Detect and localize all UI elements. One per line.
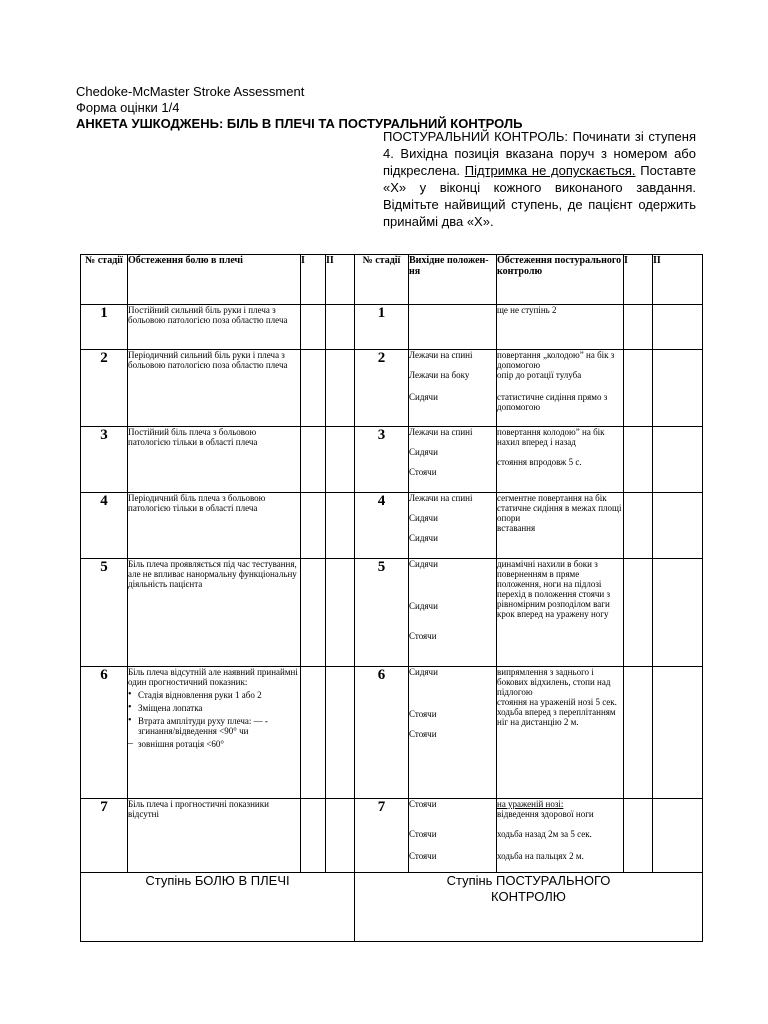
checkbox-cell[interactable]	[326, 350, 355, 427]
checkbox-cell[interactable]	[653, 427, 703, 493]
task-text: крок вперед на уражену ногу	[497, 609, 609, 619]
checkbox-cell[interactable]	[326, 305, 355, 350]
col-stage: № стадії	[81, 255, 128, 305]
task-text: опір до ротації тулуба	[497, 370, 582, 380]
start-position	[409, 427, 497, 493]
indicator-item	[128, 690, 300, 700]
position-text: Стоячи	[409, 729, 437, 739]
stage-number: 3	[81, 427, 128, 493]
position-text: Сидячи	[409, 601, 438, 611]
table-row	[81, 350, 703, 427]
task-text: ще не ступінь 2	[497, 305, 557, 315]
col-pain-exam: Обстеження болю в плечі	[128, 255, 301, 305]
checkbox-cell[interactable]	[624, 350, 653, 427]
pain-description: Постійний біль плеча з больовою патологією тільки в області плеча	[128, 427, 301, 493]
checkbox-cell[interactable]	[301, 350, 326, 427]
task-text: статичне сидіння в межах площі опори	[497, 503, 622, 523]
postural-task	[497, 427, 624, 493]
position-text: Стоячи	[409, 829, 437, 839]
pain-description: Біль плеча проявляється під час тестування, але не впливає нанормальну функціональну діяльність пацієнта	[128, 559, 301, 667]
instructions-text-1: ПОСТУРАЛЬНИЙ КОНТРОЛЬ: Починати зі ступеня 4. Вихідна позиція вказана поруч з номером або підкреслена.	[383, 129, 696, 178]
stage-number: 4	[355, 493, 409, 559]
position-text: Сидячи	[409, 559, 438, 569]
indicator-text: Стадія відновлення руки 1 або 2	[138, 690, 262, 700]
position-text: Сидячи	[409, 447, 438, 457]
stage-number: 4	[81, 493, 128, 559]
checkbox-cell[interactable]	[653, 799, 703, 873]
stage-number: 7	[81, 799, 128, 873]
col-i: І	[301, 255, 326, 305]
postural-task	[497, 305, 624, 350]
checkbox-cell[interactable]	[653, 350, 703, 427]
header-row	[81, 255, 703, 305]
table-row	[81, 305, 703, 350]
task-text: випрямлення з заднього і бокових відхилень, стопи над підлогою	[497, 667, 611, 697]
checkbox-cell[interactable]	[653, 559, 703, 667]
checkbox-cell[interactable]	[624, 667, 653, 799]
assessment-table	[80, 254, 703, 942]
task-text: повертання „колодою” на бік з допомогою	[497, 350, 615, 370]
start-position	[409, 799, 497, 873]
task-text: динамічні нахили в боки з поверненням в пряме положення, ноги на підлозі	[497, 559, 602, 589]
postural-instructions	[383, 128, 696, 230]
indicator-text: Зміщена лопатка	[138, 703, 203, 713]
task-text: вставання	[497, 523, 536, 533]
position-text: Стоячи	[409, 631, 437, 641]
checkbox-cell[interactable]	[624, 305, 653, 350]
task-text: стояння впродовж 5 с.	[497, 457, 582, 467]
checkbox-cell[interactable]	[624, 559, 653, 667]
position-text: Сидячи	[409, 533, 438, 543]
pain-description	[128, 667, 301, 799]
stage-number: 2	[355, 350, 409, 427]
stage-number: 1	[81, 305, 128, 350]
form-source: Chedoke-McMaster Stroke Assessment	[76, 84, 305, 99]
checkbox-cell[interactable]	[653, 493, 703, 559]
stage-number: 6	[355, 667, 409, 799]
col-ii: ІІ	[326, 255, 355, 305]
pain-description: Періодичний біль плеча з больовою патологією тільки в області плеча	[128, 493, 301, 559]
postural-task	[497, 799, 624, 873]
bullet-icon: •	[128, 715, 132, 726]
pain-description: Періодичний сильний біль руки і плеча з больовою патологією поза областю плеча	[128, 350, 301, 427]
stage-number: 5	[355, 559, 409, 667]
col-start-position: Вихідне положен-ня	[409, 255, 497, 305]
start-position	[409, 493, 497, 559]
table-row	[81, 493, 703, 559]
postural-task	[497, 667, 624, 799]
table-row	[81, 799, 703, 873]
task-text: відведення здорової ноги	[497, 809, 594, 819]
checkbox-cell[interactable]	[624, 493, 653, 559]
instructions-underlined: Підтримка не допускається.	[464, 163, 636, 178]
dash-icon: –	[128, 738, 133, 749]
checkbox-cell[interactable]	[624, 427, 653, 493]
instructions-text-2: Поставте «Х» у віконці кожного виконаного завдання. Відмітьте найвищий ступень, де пацієнт одержить принаймі два «Х».	[383, 163, 696, 229]
postural-score-cell[interactable]: Ступінь ПОСТУРАЛЬНОГО КОНТРОЛЮ	[355, 873, 703, 942]
postural-task	[497, 350, 624, 427]
pain-score-cell[interactable]: Ступінь БОЛЮ В ПЛЕЧІ	[81, 873, 355, 942]
score-row	[81, 873, 703, 942]
task-text: стояння на ураженій нозі 5 сек.	[497, 697, 617, 707]
checkbox-cell[interactable]	[301, 427, 326, 493]
task-text: ходьба назад 2м за 5 сек.	[497, 829, 592, 839]
position-text: Сидячи	[409, 667, 438, 677]
col-stage-2: № стадії	[355, 255, 409, 305]
checkbox-cell[interactable]	[653, 667, 703, 799]
checkbox-cell[interactable]	[624, 799, 653, 873]
pain-description: Постійний сильний біль руки і плеча з больовою патологією поза областю плеча	[128, 305, 301, 350]
form-number: Форма оцінки 1/4	[76, 100, 180, 115]
start-position	[409, 350, 497, 427]
indicator-item	[128, 703, 300, 713]
stage-number: 5	[81, 559, 128, 667]
task-text: повертання колодою” на бік	[497, 427, 605, 437]
table-row	[81, 427, 703, 493]
stage-number: 2	[81, 350, 128, 427]
task-text: перехід в положення стоячи з рівномірним розподілом ваги	[497, 589, 611, 609]
col-ii-2: ІІ	[653, 255, 703, 305]
position-text: Сидячи	[409, 513, 438, 523]
stage-number: 6	[81, 667, 128, 799]
stage-number: 3	[355, 427, 409, 493]
postural-task	[497, 559, 624, 667]
position-text: Лежачи на спині	[409, 493, 473, 503]
position-text: Лежачи на боку	[409, 370, 470, 380]
start-position	[409, 559, 497, 667]
start-position	[409, 305, 497, 350]
pain-intro: Біль плеча відсутній але наявний принаймні один прогностичний показник:	[128, 667, 298, 687]
position-text: Сидячи	[409, 392, 438, 402]
task-text: нахил вперед і назад	[497, 437, 576, 447]
task-text: сегментне повертання на бік	[497, 493, 607, 503]
col-i-2: І	[624, 255, 653, 305]
checkbox-cell[interactable]	[301, 799, 326, 873]
indicator-item	[128, 716, 300, 736]
postural-task	[497, 493, 624, 559]
position-text: Лежачи на спині	[409, 350, 473, 360]
indicator-text: зовнішня ротація <60°	[138, 739, 225, 749]
task-text: ходьба на пальцях 2 м.	[497, 851, 584, 861]
table-row	[81, 559, 703, 667]
checkbox-cell[interactable]	[301, 667, 326, 799]
start-position	[409, 667, 497, 799]
checkbox-cell[interactable]	[326, 667, 355, 799]
checkbox-cell[interactable]	[301, 559, 326, 667]
position-text: Стоячи	[409, 467, 437, 477]
checkbox-cell[interactable]	[326, 559, 355, 667]
indicator-text: Втрата амплітуди руху плеча: — - згинання/відведення <90° чи	[138, 716, 268, 736]
position-text: Стоячи	[409, 799, 437, 809]
position-text: Стоячи	[409, 851, 437, 861]
checkbox-cell[interactable]	[326, 427, 355, 493]
stage-number: 1	[355, 305, 409, 350]
checkbox-cell[interactable]	[301, 493, 326, 559]
col-postural-exam: Обстеження постурального контролю	[497, 255, 624, 305]
task-text: ходьба вперед з переплітанням ніг на дистанцію 2 м.	[497, 707, 616, 727]
checkbox-cell[interactable]	[653, 305, 703, 350]
position-text: Стоячи	[409, 709, 437, 719]
position-text: Лежачи на спині	[409, 427, 473, 437]
task-text: статистичне сидіння прямо з допомогою	[497, 392, 608, 412]
indicator-item	[128, 739, 300, 749]
pain-description: Біль плеча і прогностичні показники відсутні	[128, 799, 301, 873]
stage-number: 7	[355, 799, 409, 873]
checkbox-cell[interactable]	[326, 493, 355, 559]
page-title: АНКЕТА УШКОДЖЕНЬ: БІЛЬ В ПЛЕЧІ ТА ПОСТУРАЛЬНИЙ КОНТРОЛЬ	[76, 116, 523, 131]
bullet-icon: •	[128, 689, 132, 700]
bullet-icon: •	[128, 702, 132, 713]
checkbox-cell[interactable]	[301, 305, 326, 350]
task-heading: на ураженій нозі:	[497, 799, 564, 809]
table-row	[81, 667, 703, 799]
checkbox-cell[interactable]	[326, 799, 355, 873]
